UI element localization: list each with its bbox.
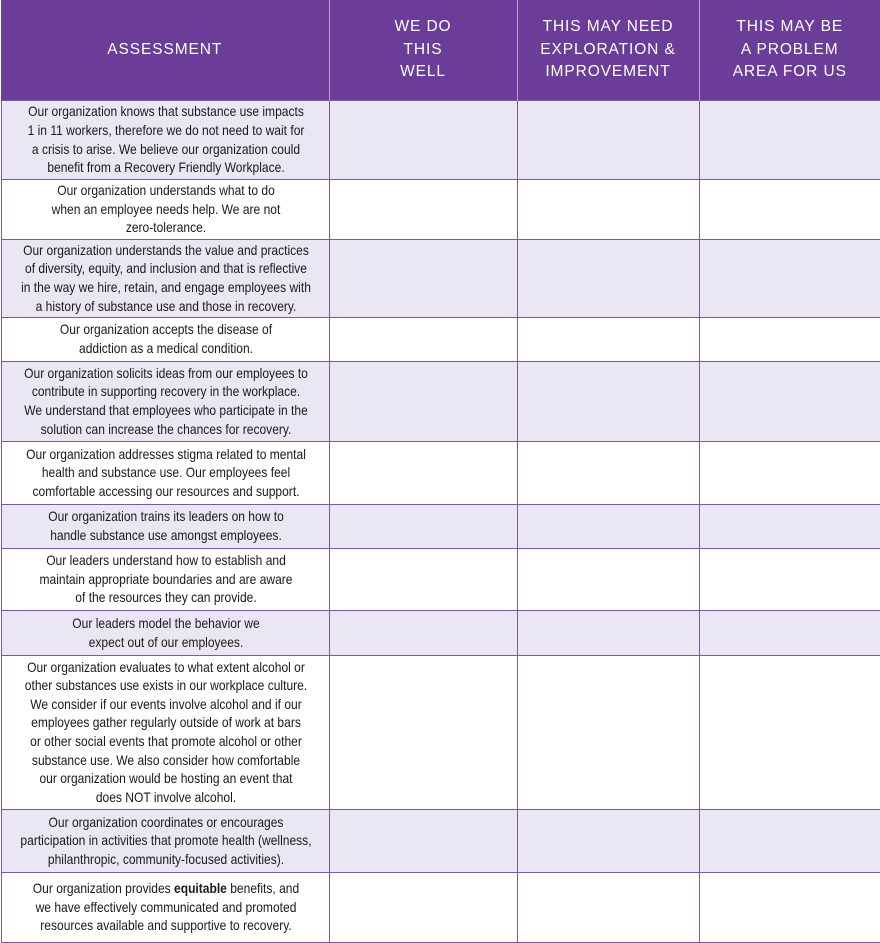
table-row [1,239,880,317]
rating-cell-problem[interactable] [699,179,880,239]
table-row [1,610,880,655]
statement-text: Our organization coordinates or encourages participation in activities that promote health (wellness, philanthropic, community-focused activities). [2,813,329,869]
statement-cell [1,239,329,317]
rating-cell-explore[interactable] [517,179,699,239]
statement-text: Our organization accepts the disease of addiction as a medical condition. [2,320,329,357]
rating-cell-explore[interactable] [517,872,699,942]
table-row [1,100,880,179]
table-row [1,179,880,239]
statement-text: Our organization knows that substance use impacts 1 in 11 workers, therefore we do not need to wait for a crisis to arise. We believe our organization could benefit from a Recovery Friendly Workplace. [2,102,329,176]
table-row [1,441,880,504]
header-assessment: ASSESSMENT [1,0,329,100]
statement-cell [1,809,329,872]
rating-cell-explore[interactable] [517,100,699,179]
rating-cell-well[interactable] [329,317,517,361]
rating-cell-problem[interactable] [699,872,880,942]
rating-cell-well[interactable] [329,655,517,809]
statement-cell [1,317,329,361]
rating-cell-explore[interactable] [517,504,699,548]
rating-cell-explore[interactable] [517,809,699,872]
statement-cell [1,100,329,179]
rating-cell-problem[interactable] [699,655,880,809]
statement-cell [1,872,329,942]
header-problem-area: THIS MAY BE A PROBLEM AREA FOR US [699,0,880,100]
table-row [1,504,880,548]
rating-cell-well[interactable] [329,872,517,942]
statement-cell [1,504,329,548]
table-row [1,655,880,809]
rating-cell-explore[interactable] [517,610,699,655]
rating-cell-explore[interactable] [517,655,699,809]
rating-cell-problem[interactable] [699,100,880,179]
rating-cell-problem[interactable] [699,610,880,655]
rating-cell-explore[interactable] [517,548,699,610]
rating-cell-explore[interactable] [517,239,699,317]
rating-cell-well[interactable] [329,179,517,239]
rating-cell-well[interactable] [329,100,517,179]
statement-cell [1,548,329,610]
rating-cell-problem[interactable] [699,809,880,872]
assessment-table [1,0,880,943]
statement-text: Our organization provides equitable benefits, and we have effectively communicated and promoted resources available and supportive to recovery. [2,879,329,935]
statement-cell [1,361,329,441]
rating-cell-well[interactable] [329,239,517,317]
rating-cell-well[interactable] [329,809,517,872]
header-we-do-this-well: WE DO THIS WELL [329,0,517,100]
table-row [1,317,880,361]
table-row [1,361,880,441]
rating-cell-problem[interactable] [699,441,880,504]
statement-text: Our organization understands the value and practices of diversity, equity, and inclusion and that is reflective in the way we hire, retain, and engage employees with a history of substance use and those in recovery. [2,241,329,315]
rating-cell-well[interactable] [329,548,517,610]
statement-text: Our organization trains its leaders on how to handle substance use amongst employees. [2,507,329,544]
rating-cell-problem[interactable] [699,317,880,361]
rating-cell-problem[interactable] [699,504,880,548]
rating-cell-well[interactable] [329,504,517,548]
rating-cell-problem[interactable] [699,239,880,317]
header-needs-exploration: THIS MAY NEED EXPLORATION & IMPROVEMENT [517,0,699,100]
header-row [1,0,880,100]
statement-text: Our organization addresses stigma related to mental health and substance use. Our employees feel comfortable accessing our resources and support. [2,445,329,501]
table-row [1,548,880,610]
rating-cell-well[interactable] [329,441,517,504]
rating-cell-problem[interactable] [699,361,880,441]
rating-cell-explore[interactable] [517,361,699,441]
rating-cell-problem[interactable] [699,548,880,610]
statement-text: Our organization evaluates to what extent alcohol or other substances use exists in our workplace culture. We consider if our events involve alcohol and if our employees gather regularly outside of work at bars or other social events that promote alcohol or other substance use. We also consider how comfortable our organization would be hosting an event that does NOT involve alcohol. [2,658,329,807]
statement-cell [1,610,329,655]
statement-cell [1,655,329,809]
rating-cell-well[interactable] [329,610,517,655]
statement-text: Our leaders understand how to establish and maintain appropriate boundaries and are aware of the resources they can provide. [2,551,329,607]
statement-text: Our organization understands what to do when an employee needs help. We are not zero-tolerance. [2,181,329,237]
table-row [1,872,880,942]
emphasis-text: equitable [174,880,227,896]
statement-text: Our organization solicits ideas from our employees to contribute in supporting recovery in the workplace. We understand that employees who participate in the solution can increase the chances for recovery. [2,364,329,438]
table-row [1,809,880,872]
rating-cell-explore[interactable] [517,441,699,504]
statement-cell [1,441,329,504]
rating-cell-explore[interactable] [517,317,699,361]
statement-text: Our leaders model the behavior we expect out of our employees. [2,614,329,651]
statement-cell [1,179,329,239]
rating-cell-well[interactable] [329,361,517,441]
